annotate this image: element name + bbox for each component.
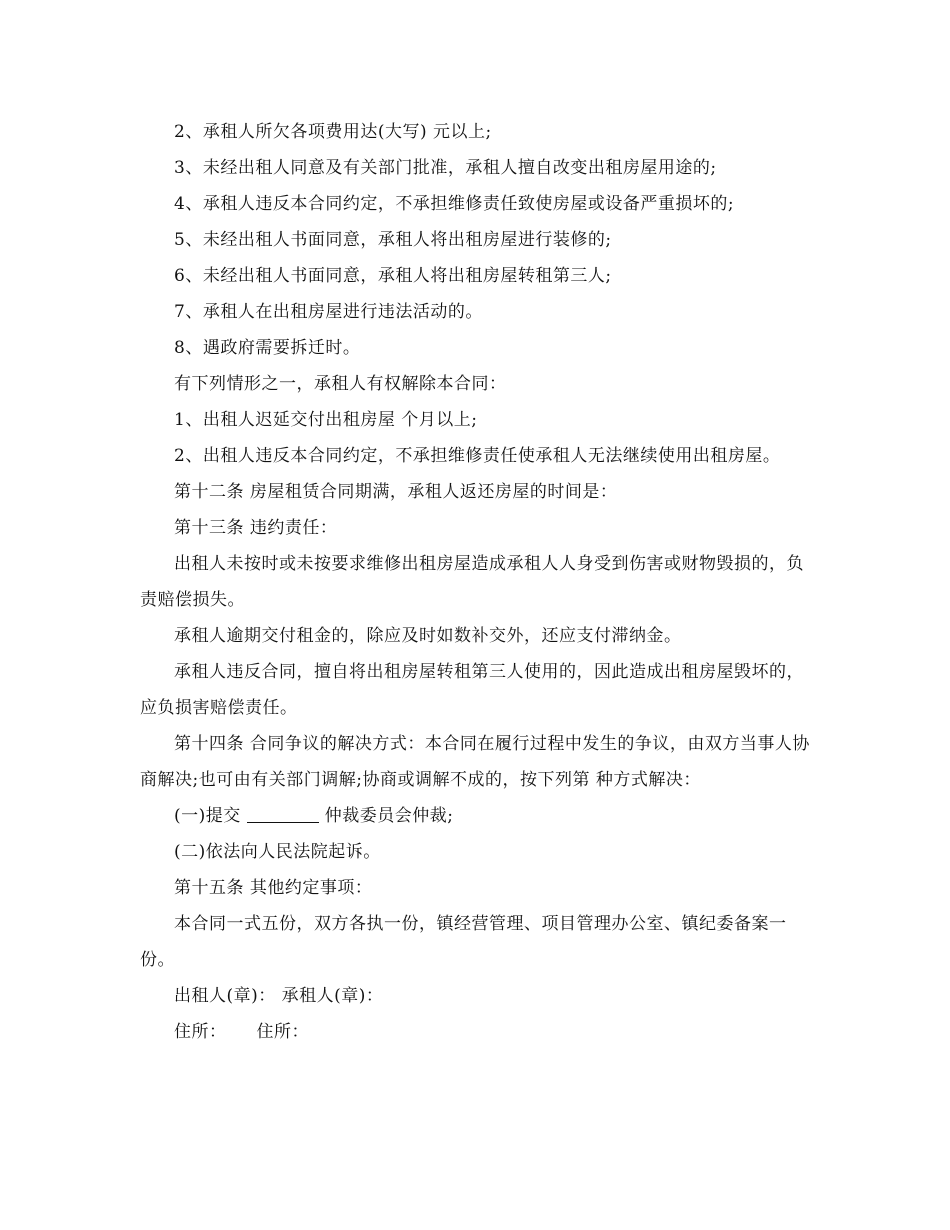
paragraph: 第十四条 合同争议的解决方式：本合同在履行过程中发生的争议，由双方当事人协商解决;也可由有关部门调解;协商或调解不成的，按下列第 种方式解决： xyxy=(140,734,810,790)
arbitration-blank xyxy=(247,806,319,823)
paragraph: 承租人逾期交付租金的，除应及时如数补交外，还应支付滞纳金。 xyxy=(174,626,682,646)
arbitration-prefix: (一)提交 xyxy=(174,806,241,826)
paragraph: 承租人违反合同，擅自将出租房屋转租第三人使用的，因此造成出租房屋毁坏的，应负损害赔偿责任。 xyxy=(140,662,804,718)
address-label-lessee: 住所： xyxy=(256,1022,309,1042)
paragraph: 第十五条 其他约定事项： xyxy=(174,878,373,898)
address-line xyxy=(140,1014,820,1050)
paragraph: 8、遇政府需要拆迁时。 xyxy=(174,338,361,358)
paragraph: 本合同一式五份，双方各执一份，镇经营管理、项目管理办公室、镇纪委备案一份。 xyxy=(140,914,787,970)
paragraph: 4、承租人违反本合同约定，不承担维修责任致使房屋或设备严重损坏的; xyxy=(174,194,735,214)
arbitration-clause xyxy=(140,798,820,834)
paragraph: (二)依法向人民法院起诉。 xyxy=(174,842,381,862)
paragraph: 第十二条 房屋租赁合同期满，承租人返还房屋的时间是： xyxy=(174,482,618,502)
paragraph: 第十三条 违约责任： xyxy=(174,518,338,538)
document-body xyxy=(140,114,820,1050)
arbitration-suffix: 仲裁委员会仲裁; xyxy=(324,806,454,826)
paragraph: 5、未经出租人书面同意，承租人将出租房屋进行装修的; xyxy=(174,230,612,250)
paragraph: 3、未经出租人同意及有关部门批准，承租人擅自改变出租房屋用途的; xyxy=(174,158,717,178)
paragraph: 1、出租人迟延交付出租房屋 个月以上; xyxy=(174,410,478,430)
address-label-lessor: 住所： xyxy=(174,1022,227,1042)
paragraph: 7、承租人在出租房屋进行违法活动的。 xyxy=(174,302,483,322)
paragraph: 2、出租人违反本合同约定，不承担维修责任使承租人无法继续使用出租房屋。 xyxy=(174,446,781,466)
paragraph: 6、未经出租人书面同意，承租人将出租房屋转租第三人; xyxy=(174,266,612,286)
paragraph: 有下列情形之一，承租人有权解除本合同： xyxy=(174,374,507,394)
paragraph: 2、承租人所欠各项费用达(大写) 元以上; xyxy=(174,122,492,142)
signature-line: 出租人(章)： 承租人(章)： xyxy=(174,986,384,1006)
paragraph: 出租人未按时或未按要求维修出租房屋造成承租人人身受到伤害或财物毁损的，负责赔偿损失。 xyxy=(140,554,804,610)
